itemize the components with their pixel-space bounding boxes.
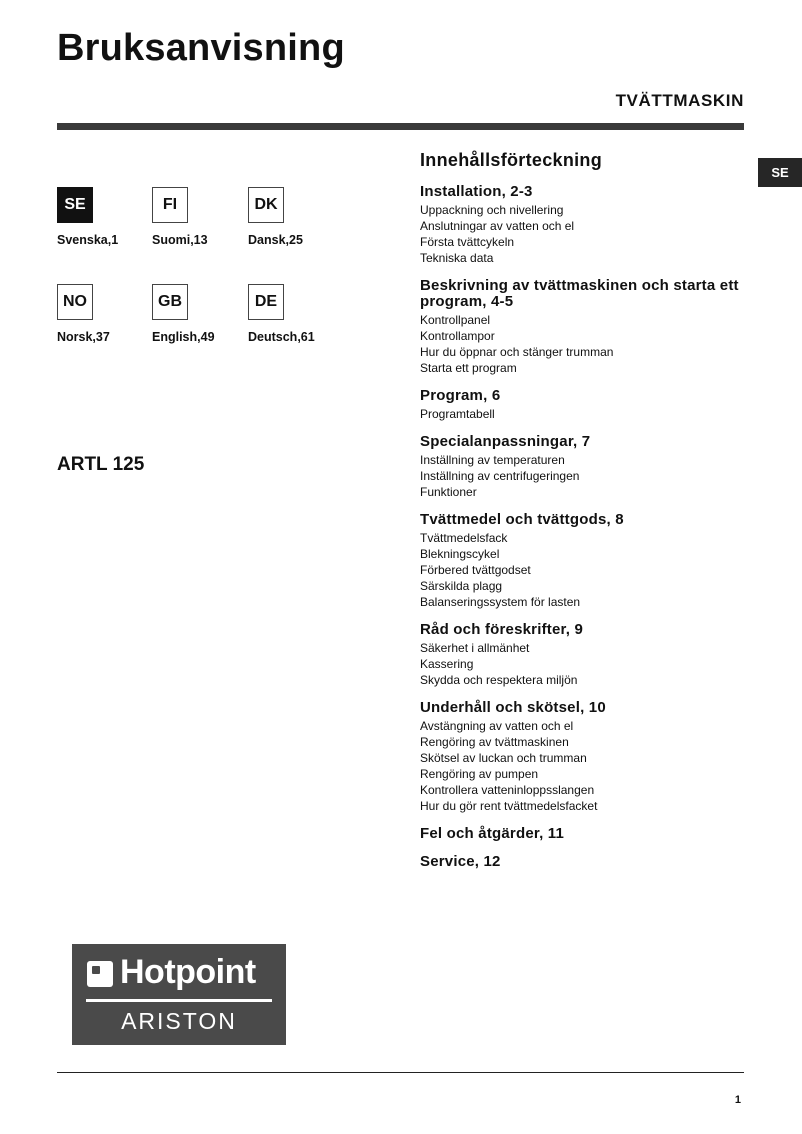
toc-section-heading[interactable]: Underhåll och skötsel, 10 [420,699,606,716]
toc-section-heading[interactable]: Tvättmedel och tvättgods, 8 [420,511,624,528]
toc-item[interactable]: Inställning av temperaturen [420,453,565,467]
language-item-dk[interactable] [248,187,340,247]
toc-section-heading[interactable]: Beskrivning av tvättmaskinen och starta ett program, 4-5 [420,277,739,310]
language-label: Dansk,25 [248,233,303,247]
toc-item[interactable]: Balanseringssystem för lasten [420,595,581,609]
toc-item[interactable]: Kassering [420,657,474,671]
toc-section [420,622,750,688]
toc-item[interactable]: Inställning av centrifugeringen [420,469,580,483]
page-subtitle: TVÄTTMASKIN [615,91,744,110]
toc-item[interactable]: Anslutningar av vatten och el [420,219,575,233]
toc-section-heading[interactable]: Service, 12 [420,853,501,870]
toc-item[interactable]: Hur du öppnar och stänger trumman [420,345,614,359]
toc-title: Innehållsförteckning [420,150,603,170]
toc-item[interactable]: Särskilda plagg [420,579,503,593]
toc-section [420,700,750,814]
table-of-contents [420,149,750,882]
model-number: ARTL 125 [57,454,145,475]
language-label: Suomi,13 [152,233,208,247]
toc-item-list [420,202,750,266]
language-code-box: DK [248,187,284,223]
toc-section [420,184,750,266]
toc-item[interactable]: Funktioner [420,485,477,499]
toc-item[interactable]: Uppackning och nivellering [420,203,564,217]
toc-item[interactable]: Kontrollpanel [420,313,491,327]
toc-section [420,512,750,610]
toc-section-heading[interactable]: Råd och föreskrifter, 9 [420,621,583,638]
logo-square-icon [87,961,113,987]
toc-item-list [420,640,750,688]
toc-item[interactable]: Första tvättcykeln [420,235,515,249]
toc-item[interactable]: Kontrollera vatteninloppsslangen [420,783,595,797]
toc-section-heading[interactable]: Fel och åtgärder, 11 [420,825,565,842]
language-item-no[interactable] [57,284,149,344]
toc-section [420,434,750,500]
page-title: Bruksanvisning [57,27,345,69]
toc-section [420,854,750,870]
toc-item-list [420,452,750,500]
language-item-gb[interactable] [152,284,244,344]
language-label: Svenska,1 [57,233,119,247]
language-item-fi[interactable] [152,187,244,247]
language-code-box: NO [57,284,93,320]
toc-item-list [420,312,750,376]
toc-item[interactable]: Rengöring av tvättmaskinen [420,735,569,749]
toc-item[interactable]: Säkerhet i allmänhet [420,641,530,655]
toc-item[interactable]: Förbered tvättgodset [420,563,531,577]
language-label: English,49 [152,330,215,344]
brand-logo [72,944,286,1045]
toc-section [420,278,750,376]
logo-wordmark-primary: Hotpoint [120,953,256,991]
language-item-de[interactable] [248,284,340,344]
toc-sections [420,184,750,870]
toc-item-list [420,406,750,422]
language-code-box: FI [152,187,188,223]
toc-item[interactable]: Avstängning av vatten och el [420,719,574,733]
logo-wordmark-secondary: ARISTON [121,1008,237,1034]
toc-item[interactable]: Blekningscykel [420,547,500,561]
toc-item[interactable]: Tekniska data [420,251,494,265]
toc-item[interactable]: Kontrollampor [420,329,495,343]
top-divider [57,123,744,130]
language-item-se[interactable] [57,187,149,247]
toc-item[interactable]: Tvättmedelsfack [420,531,508,545]
logo-divider [86,999,272,1002]
toc-item[interactable]: Starta ett program [420,361,517,375]
toc-item[interactable]: Hur du gör rent tvättmedelsfacket [420,799,598,813]
bottom-divider [57,1072,744,1073]
toc-item[interactable]: Programtabell [420,407,495,421]
toc-item[interactable]: Rengöring av pumpen [420,767,539,781]
toc-section-heading[interactable]: Specialanpassningar, 7 [420,433,591,450]
toc-section-heading[interactable]: Program, 6 [420,387,501,404]
language-label: Deutsch,61 [248,330,315,344]
toc-item[interactable]: Skötsel av luckan och trumman [420,751,587,765]
language-side-tab: SE [758,158,802,187]
toc-section [420,388,750,422]
toc-item[interactable]: Skydda och respektera miljön [420,673,578,687]
page-number: 1 [734,1094,741,1106]
toc-item-list [420,530,750,610]
language-label: Norsk,37 [57,330,110,344]
language-code-box: GB [152,284,188,320]
language-code-box: SE [57,187,93,223]
toc-item-list [420,718,750,814]
toc-section [420,826,750,842]
toc-section-heading[interactable]: Installation, 2-3 [420,183,533,200]
language-code-box: DE [248,284,284,320]
